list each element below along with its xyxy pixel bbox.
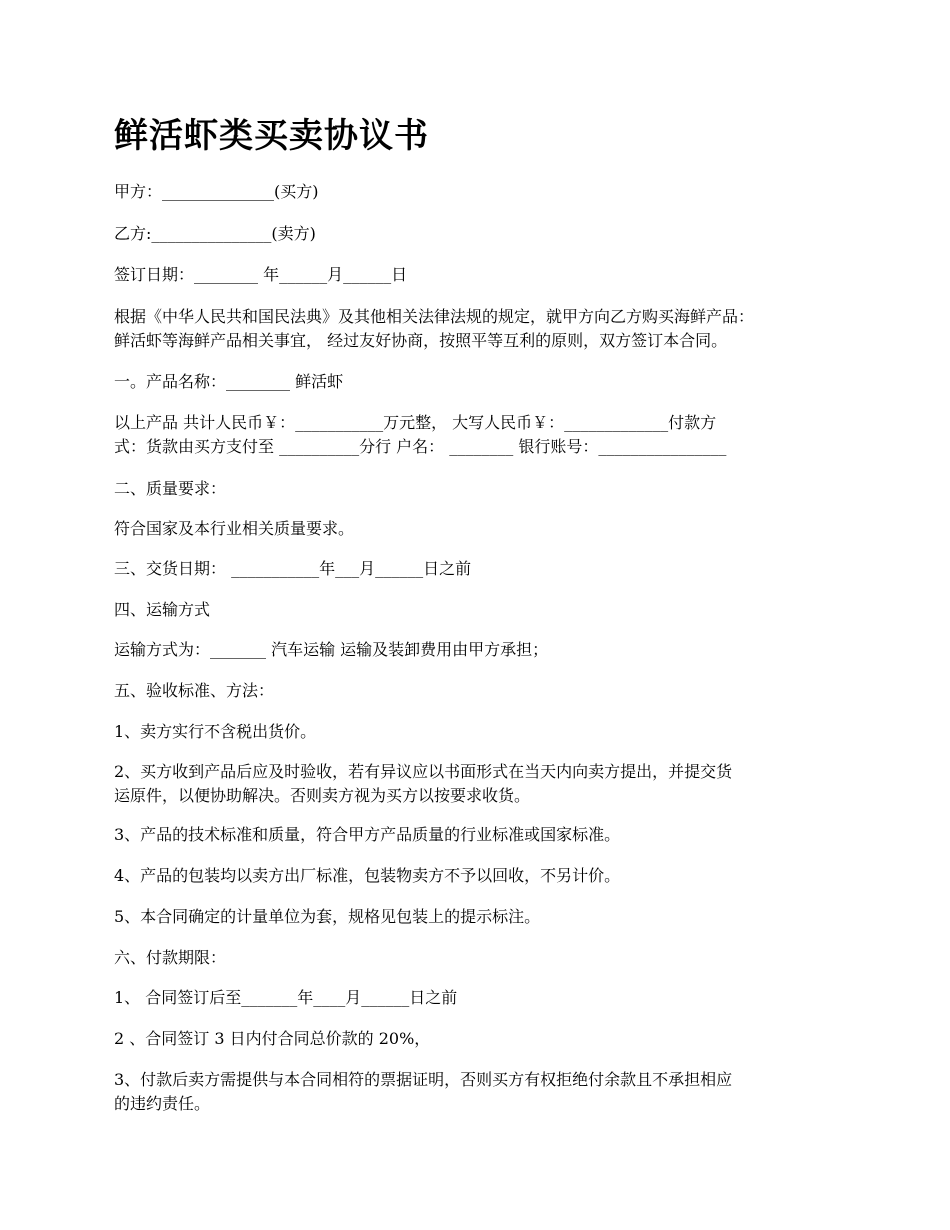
party-a-line: 甲方：______________(买方) bbox=[114, 182, 319, 201]
intro-paragraph bbox=[114, 305, 854, 353]
intro-line: 鲜活虾等海鲜产品相关事宜， 经过友好协商，按照平等互利的原则，双方签订本合同。 bbox=[114, 331, 728, 350]
item-line: 运原件，以便协助解决。否则卖方视为买方以按要求收货。 bbox=[114, 786, 531, 805]
item-line: 的违约责任。 bbox=[114, 1094, 211, 1113]
section-4-heading: 四、运输方式 bbox=[114, 600, 211, 619]
intro-line: 根据《中华人民共和国民法典》及其他相关法律法规的规定，就甲方向乙方购买海鲜产品： bbox=[114, 307, 755, 326]
section-5-item-5: 5、本合同确定的计量单位为套，规格见包装上的提示标注。 bbox=[114, 907, 541, 926]
section-5-item-3: 3、产品的技术标准和质量，符合甲方产品质量的行业标准或国家标准。 bbox=[114, 825, 621, 844]
party-b-line: 乙方:_______________(卖方) bbox=[114, 224, 316, 243]
section-2-heading: 二、质量要求： bbox=[114, 479, 227, 498]
section-6-item-1: 1、 合同签订后至_______年____月______日之前 bbox=[114, 988, 458, 1007]
section-6-item-3 bbox=[114, 1068, 854, 1116]
section-6-heading: 六、付款期限： bbox=[114, 948, 227, 967]
document-title: 鲜活虾类买卖协议书 bbox=[114, 116, 429, 156]
section-5-heading: 五、验收标准、方法： bbox=[114, 681, 275, 700]
section-5-item-2 bbox=[114, 760, 854, 808]
payment-line: 以上产品 共计人民币￥：___________万元整， 大写人民币￥：_____________付款方 bbox=[114, 413, 717, 432]
section-4-body: 运输方式为：_______ 汽车运输 运输及装卸费用由甲方承担； bbox=[114, 640, 549, 659]
section-6-item-2: 2 、合同签订 3 日内付合同总价款的 20%， bbox=[114, 1029, 431, 1048]
section-5-item-4: 4、产品的包装均以卖方出厂标准，包装物卖方不予以回收，不另计价。 bbox=[114, 866, 621, 885]
section-2-body: 符合国家及本行业相关质量要求。 bbox=[114, 519, 355, 538]
sign-date-line: 签订日期：________ 年______月______日 bbox=[114, 265, 408, 284]
section-5-item-1: 1、卖方实行不含税出货价。 bbox=[114, 722, 317, 741]
payment-line: 式：货款由买方支付至 __________分行 户名： ________ 银行账号：________________ bbox=[114, 437, 727, 456]
item-line: 3、付款后卖方需提供与本合同相符的票据证明，否则买方有权拒绝付余款且不承担相应 bbox=[114, 1070, 733, 1089]
section-1-heading: 一。产品名称：________ 鲜活虾 bbox=[114, 372, 344, 391]
section-1-payment bbox=[114, 411, 854, 459]
section-3-heading: 三、交货日期： ___________年___月______日之前 bbox=[114, 559, 472, 578]
item-line: 2、买方收到产品后应及时验收，若有异议应以书面形式在当天内向卖方提出，并提交货 bbox=[114, 762, 733, 781]
